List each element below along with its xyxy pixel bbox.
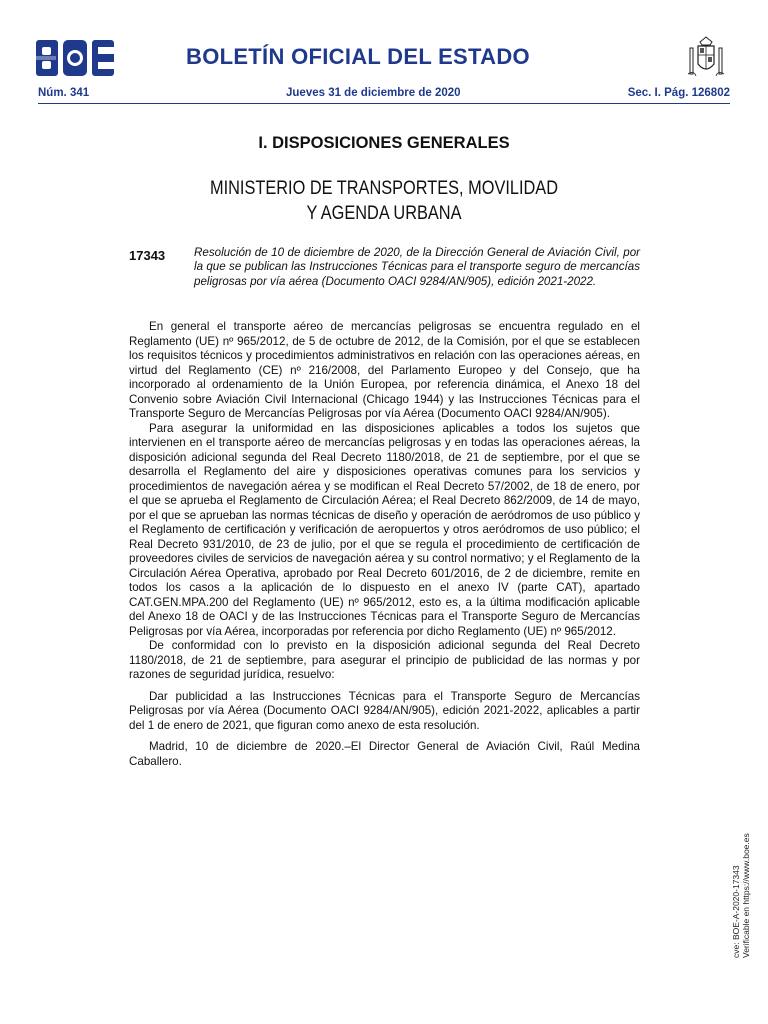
cve-code: cve: BOE-A-2020-17343 (731, 865, 741, 958)
section-page: Sec. I. Pág. 126802 (627, 87, 730, 99)
paragraph: Para asegurar la uniformidad en las disposiciones aplicables a todos los sujetos que intervienen en el transporte aéreo de mercancías peligrosas y en todas las operaciones aéreas, la disposición adicional segunda del Real Decreto 1180/2018, de 21 de septiembre, por el que se desarrolla el Reglamento del aire y disposiciones operativas comunes para los servicios y procedimientos de navegación aérea y se modifican el Real Decreto 57/2002, de 18 de enero, por el que se aprueba el Reglamento de Circulación Aérea; el Real Decreto 862/2009, de 14 de mayo, por el que se aprueban las normas técnicas de diseño y operación de aeródromos de uso público y el Reglamento de certificación y verificación de aeropuertos y otros aeródromos de uso público; el Real Decreto 931/2010, de 23 de julio, por el que se regula el procedimiento de certificación de proveedores civiles de servicios de navegación aérea y su control normativo; y el Reglamento de la Circulación Aérea Operativa, aprobado por Real Decreto 601/2016, de 2 de diciembre, remite en todos los casos a la aplicación de lo dispuesto en el anexo IV (parte CAT), apartado CAT.GEN.MPA.200 del Reglamento (UE) nº 965/2012, esto es, a la última modificación aplicable del Anexo 18 de OACI y de las Instrucciones Técnicas para el Transporte Seguro de Mercancías Peligrosas por vía Aérea, incorporadas por referencia por dicho Reglamento (UE) nº 965/2012. (129, 421, 640, 638)
issue-meta (38, 87, 730, 101)
resolution-title: Resolución de 10 de diciembre de 2020, de la Dirección General de Aviación Civil, por la que se publican las Instrucciones Técnicas para el transporte seguro de mercancías peligrosas por vía aérea (Documento OACI 9284/AN/905), edición 2021-2022. (194, 246, 640, 288)
paragraph: Dar publicidad a las Instrucciones Técnicas para el Transporte Seguro de Mercancías Peligrosas por vía Aérea (Documento OACI 9284/AN/905), edición 2021-2022, aplicables a partir del 1 de enero de 2021, que figuran como anexo de esta resolución. (129, 689, 640, 732)
ministry-heading (54, 176, 714, 226)
paragraph: De conformidad con lo previsto en la disposición adicional segunda del Real Decreto 1180/2018, de 21 de septiembre, para asegurar el principio de publicidad de las normas y por razones de seguridad jurídica, resuelvo: (129, 639, 640, 681)
header-divider (38, 103, 730, 104)
resolution-number: 17343 (129, 248, 166, 263)
spain-coat-of-arms-icon (686, 36, 726, 80)
ministry-line-2: Y AGENDA URBANA (306, 203, 462, 224)
paragraph: En general el transporte aéreo de mercancías peligrosas se encuentra regulado en el Reglamento (UE) nº 965/2012, de 5 de octubre de 2012, de la Comisión, por el que se establecen los requisitos técnicos y procedimientos administrativos en relación con las operaciones aéreas, en virtud del Reglamento (CE) nº 216/2008, del Parlamento Europeo y del Consejo, que ha incorporado al ordenamiento de la Unión Europea, por referencia dinámica, el Anexo 18 del Convenio sobre Aviación Civil Internacional (Chicago 1944) y las Instrucciones Técnicas para el Transporte Seguro de Mercancías Peligrosas por vía Aérea (Documento OACI 9284/AN/905). (129, 320, 640, 420)
boe-logo (36, 40, 114, 76)
document-body (129, 320, 640, 769)
issue-date: Jueves 31 de diciembre de 2020 (286, 87, 461, 99)
ministry-line-1: MINISTERIO DE TRANSPORTES, MOVILIDAD (209, 178, 559, 199)
issue-number: Núm. 341 (38, 87, 90, 99)
section-heading: I. DISPOSICIONES GENERALES (258, 134, 510, 152)
signature-paragraph: Madrid, 10 de diciembre de 2020.–El Director General de Aviación Civil, Raúl Medina Caballero. (129, 740, 640, 768)
verification-url: Verificable en https://www.boe.es (741, 833, 751, 958)
gazette-title: BOLETÍN OFICIAL DEL ESTADO (186, 44, 530, 69)
verification-note (731, 833, 751, 958)
